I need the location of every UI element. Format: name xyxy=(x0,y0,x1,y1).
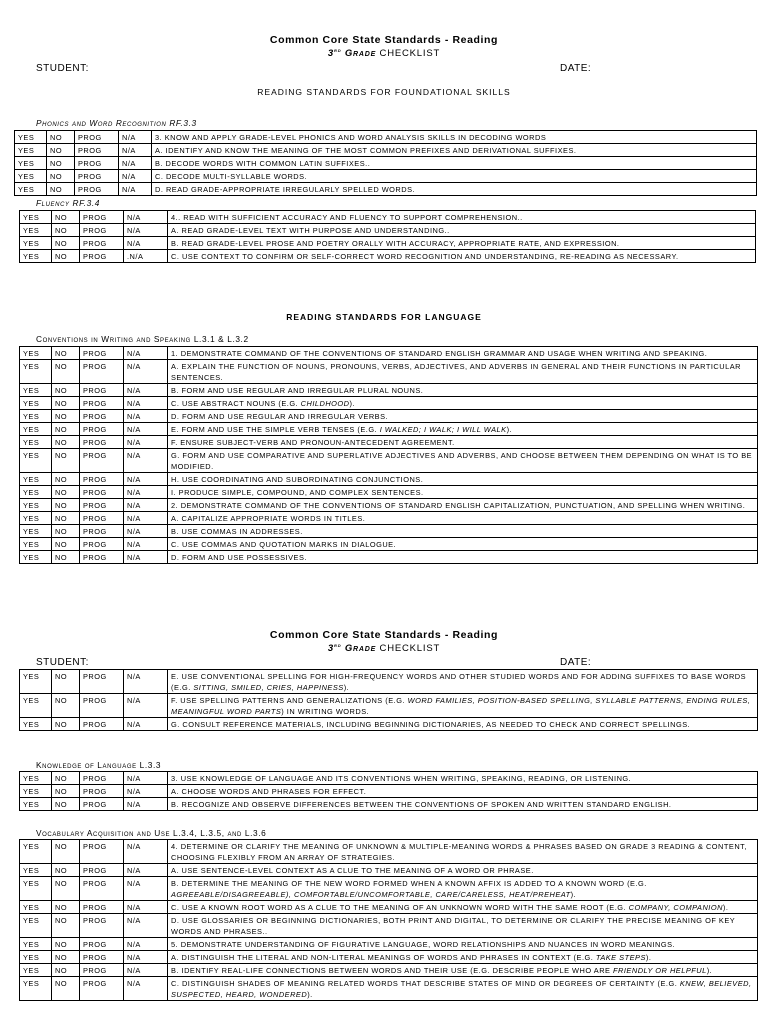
no-option-cell[interactable]: NO xyxy=(52,938,80,951)
na-option-cell[interactable]: .N/A xyxy=(124,250,168,263)
yes-option-cell[interactable]: YES xyxy=(20,877,52,901)
knowledge-checklist-table xyxy=(19,771,758,811)
no-option-cell[interactable]: NO xyxy=(52,486,80,499)
spelling-checklist-table xyxy=(19,669,758,731)
table-row xyxy=(20,473,758,486)
yes-option-cell[interactable]: YES xyxy=(20,785,52,798)
progress-option-cell[interactable]: PROG xyxy=(80,436,124,449)
yes-option-cell[interactable]: YES xyxy=(20,914,52,938)
no-option-cell[interactable]: NO xyxy=(52,473,80,486)
standard-text-cell: 3. KNOW AND APPLY GRADE-LEVEL PHONICS AND WORD ANALYSIS SKILLS IN DECODING WORDS xyxy=(152,131,757,144)
standard-text-cell: A. CAPITALIZE APPROPRIATE WORDS IN TITLES. xyxy=(168,512,758,525)
table-row xyxy=(20,397,758,410)
progress-option-cell[interactable]: PROG xyxy=(80,977,124,1001)
na-option-cell[interactable]: N/A xyxy=(124,473,168,486)
standard-text-cell: B. DECODE WORDS WITH COMMON LATIN SUFFIXES.. xyxy=(152,157,757,170)
na-option-cell[interactable]: N/A xyxy=(124,840,168,864)
yes-option-cell[interactable]: YES xyxy=(20,512,52,525)
yes-option-cell[interactable]: YES xyxy=(20,718,52,731)
na-option-cell[interactable]: N/A xyxy=(124,877,168,901)
yes-option-cell[interactable]: YES xyxy=(20,901,52,914)
standard-text-cell: 4.. READ WITH SUFFICIENT ACCURACY AND FLUENCY TO SUPPORT COMPREHENSION.. xyxy=(168,211,756,224)
date-label-2: DATE: xyxy=(560,657,592,668)
progress-option-cell[interactable]: PROG xyxy=(80,360,124,384)
table-row xyxy=(20,864,758,877)
na-option-cell[interactable]: N/A xyxy=(119,131,152,144)
table-row xyxy=(20,551,758,564)
progress-option-cell[interactable]: PROG xyxy=(80,718,124,731)
na-option-cell[interactable]: N/A xyxy=(124,525,168,538)
standard-text-cell: G. FORM AND USE COMPARATIVE AND SUPERLATIVE ADJECTIVES AND ADVERBS, AND CHOOSE BETWEEN THEM DEPENDING ON WHAT IS TO BE MODIFIED. xyxy=(168,449,758,473)
no-option-cell[interactable]: NO xyxy=(52,410,80,423)
no-option-cell[interactable]: NO xyxy=(52,384,80,397)
table-row xyxy=(20,670,758,694)
progress-option-cell[interactable]: PROG xyxy=(80,670,124,694)
table-row xyxy=(20,798,758,811)
progress-option-cell[interactable]: PROG xyxy=(80,938,124,951)
conventions-checklist-table xyxy=(19,346,758,564)
progress-option-cell[interactable]: PROG xyxy=(80,384,124,397)
yes-option-cell[interactable]: YES xyxy=(20,449,52,473)
na-option-cell[interactable]: N/A xyxy=(124,237,168,250)
no-option-cell[interactable]: NO xyxy=(47,183,75,196)
na-option-cell[interactable]: N/A xyxy=(124,864,168,877)
checklist-word: CHECKLIST xyxy=(379,48,441,60)
no-option-cell[interactable]: NO xyxy=(52,512,80,525)
standard-text-cell: A. IDENTIFY AND KNOW THE MEANING OF THE MOST COMMON PREFIXES AND DERIVATIONAL SUFFIXES. xyxy=(152,144,757,157)
standard-text-cell: C. USE A KNOWN ROOT WORD AS A CLUE TO THE MEANING OF AN UNKNOWN WORD WITH THE SAME ROOT (E.G. COMPANY, COMPANION). xyxy=(168,901,758,914)
table-row xyxy=(20,772,758,785)
no-option-cell[interactable]: NO xyxy=(52,423,80,436)
no-option-cell[interactable]: NO xyxy=(52,237,80,250)
progress-option-cell[interactable]: PROG xyxy=(80,237,124,250)
progress-option-cell[interactable]: PROG xyxy=(80,525,124,538)
no-option-cell[interactable]: NO xyxy=(52,347,80,360)
progress-option-cell[interactable]: PROG xyxy=(80,449,124,473)
table-row xyxy=(20,347,758,360)
na-option-cell[interactable]: N/A xyxy=(124,718,168,731)
standard-text-cell: E. FORM AND USE THE SIMPLE VERB TENSES (E.G. I WALKED; I WALK; I WILL WALK). xyxy=(168,423,758,436)
yes-option-cell[interactable]: YES xyxy=(20,525,52,538)
group-heading-conventions: Conventions in Writing and Speaking L.3.1 & L.3.2 xyxy=(36,334,249,344)
no-option-cell[interactable]: NO xyxy=(47,144,75,157)
yes-option-cell[interactable]: YES xyxy=(20,384,52,397)
no-option-cell[interactable]: NO xyxy=(52,397,80,410)
yes-option-cell[interactable]: YES xyxy=(15,144,47,157)
no-option-cell[interactable]: NO xyxy=(52,250,80,263)
no-option-cell[interactable]: NO xyxy=(52,211,80,224)
progress-option-cell[interactable]: PROG xyxy=(80,486,124,499)
progress-option-cell[interactable]: PROG xyxy=(80,798,124,811)
page-title: Common Core State Standards - Reading xyxy=(269,34,499,46)
grade-subtitle-2 xyxy=(0,643,768,654)
na-option-cell[interactable]: N/A xyxy=(124,410,168,423)
student-label-2: STUDENT: xyxy=(36,657,89,668)
no-option-cell[interactable]: NO xyxy=(52,864,80,877)
no-option-cell[interactable]: NO xyxy=(47,157,75,170)
table-row xyxy=(20,977,758,1001)
table-row xyxy=(20,436,758,449)
table-row xyxy=(20,901,758,914)
standard-text-cell: 1. DEMONSTRATE COMMAND OF THE CONVENTIONS OF STANDARD ENGLISH GRAMMAR AND USAGE WHEN WRITING AND SPEAKING. xyxy=(168,347,758,360)
progress-option-cell[interactable]: PROG xyxy=(80,347,124,360)
no-option-cell[interactable]: NO xyxy=(52,951,80,964)
grade-subtitle xyxy=(0,48,768,59)
yes-option-cell[interactable]: YES xyxy=(20,694,52,718)
standard-text-cell: D. USE GLOSSARIES OR BEGINNING DICTIONARIES, BOTH PRINT AND DIGITAL, TO DETERMINE OR CLARIFY THE PRECISE MEANING OF KEY WORDS AND PHRASES.. xyxy=(168,914,758,938)
yes-option-cell[interactable]: YES xyxy=(20,423,52,436)
na-option-cell[interactable]: N/A xyxy=(124,901,168,914)
standard-text-cell: D. FORM AND USE POSSESSIVES. xyxy=(168,551,758,564)
standard-text-cell: 4. DETERMINE OR CLARIFY THE MEANING OF UNKNOWN & MULTIPLE-MEANING WORDS & PHRASES BASED ON GRADE 3 READING & CONTENT, CHOOSING FLEXIBLY FROM AN ARRAY OF STRATEGIES. xyxy=(168,840,758,864)
na-option-cell[interactable]: N/A xyxy=(124,397,168,410)
yes-option-cell[interactable]: YES xyxy=(15,170,47,183)
no-option-cell[interactable]: NO xyxy=(52,877,80,901)
group-heading-fluency: Fluency RF.3.4 xyxy=(36,198,100,208)
na-option-cell[interactable]: N/A xyxy=(124,798,168,811)
standard-text-cell: F. ENSURE SUBJECT-VERB AND PRONOUN-ANTECEDENT AGREEMENT. xyxy=(168,436,758,449)
table-row xyxy=(20,486,758,499)
progress-option-cell[interactable]: PROG xyxy=(75,157,119,170)
standard-text-cell: E. USE CONVENTIONAL SPELLING FOR HIGH-FREQUENCY WORDS AND OTHER STUDIED WORDS AND FOR ADDING SUFFIXES TO BASE WORDS (E.G. SITTING, SMILED, CRIES, HAPPINESS). xyxy=(168,670,758,694)
standard-text-cell: A. READ GRADE-LEVEL TEXT WITH PURPOSE AND UNDERSTANDING.. xyxy=(168,224,756,237)
progress-option-cell[interactable]: PROG xyxy=(80,397,124,410)
no-option-cell[interactable]: NO xyxy=(47,170,75,183)
table-row xyxy=(20,384,758,397)
progress-option-cell[interactable]: PROG xyxy=(80,964,124,977)
yes-option-cell[interactable]: YES xyxy=(20,410,52,423)
no-option-cell[interactable]: NO xyxy=(52,785,80,798)
yes-option-cell[interactable]: YES xyxy=(20,840,52,864)
yes-option-cell[interactable]: YES xyxy=(20,798,52,811)
no-option-cell[interactable]: NO xyxy=(47,131,75,144)
table-row xyxy=(15,183,757,196)
na-option-cell[interactable]: N/A xyxy=(124,224,168,237)
standard-text-cell: I. PRODUCE SIMPLE, COMPOUND, AND COMPLEX SENTENCES. xyxy=(168,486,758,499)
no-option-cell[interactable]: NO xyxy=(52,694,80,718)
na-option-cell[interactable]: N/A xyxy=(124,423,168,436)
grade-number-2: 3 xyxy=(327,643,335,655)
na-option-cell[interactable]: N/A xyxy=(124,538,168,551)
group-heading-vocabulary: Vocabulary Acquisition and Use L.3.4, L.3.5, and L.3.6 xyxy=(36,828,267,838)
yes-option-cell[interactable]: YES xyxy=(15,157,47,170)
no-option-cell[interactable]: NO xyxy=(52,670,80,694)
section-heading-foundational: READING STANDARDS FOR FOUNDATIONAL SKILLS xyxy=(257,87,511,97)
phonics-checklist-table xyxy=(14,130,757,196)
progress-option-cell[interactable]: PROG xyxy=(80,864,124,877)
standard-text-cell: H. USE COORDINATING AND SUBORDINATING CONJUNCTIONS. xyxy=(168,473,758,486)
yes-option-cell[interactable]: YES xyxy=(20,772,52,785)
yes-option-cell[interactable]: YES xyxy=(20,211,52,224)
no-option-cell[interactable]: NO xyxy=(52,964,80,977)
yes-option-cell[interactable]: YES xyxy=(20,473,52,486)
no-option-cell[interactable]: NO xyxy=(52,840,80,864)
no-option-cell[interactable]: NO xyxy=(52,360,80,384)
na-option-cell[interactable]: N/A xyxy=(124,977,168,1001)
table-row xyxy=(20,211,756,224)
no-option-cell[interactable]: NO xyxy=(52,224,80,237)
no-option-cell[interactable]: NO xyxy=(52,914,80,938)
yes-option-cell[interactable]: YES xyxy=(20,538,52,551)
yes-option-cell[interactable]: YES xyxy=(20,486,52,499)
table-row xyxy=(20,449,758,473)
na-option-cell[interactable]: N/A xyxy=(124,670,168,694)
progress-option-cell[interactable]: PROG xyxy=(80,423,124,436)
na-option-cell[interactable]: N/A xyxy=(124,512,168,525)
na-option-cell[interactable]: N/A xyxy=(124,449,168,473)
na-option-cell[interactable]: N/A xyxy=(119,157,152,170)
progress-option-cell[interactable]: PROG xyxy=(80,250,124,263)
progress-option-cell[interactable]: PROG xyxy=(75,144,119,157)
table-row xyxy=(20,499,758,512)
no-option-cell[interactable]: NO xyxy=(52,538,80,551)
standard-text-cell: A. CHOOSE WORDS AND PHRASES FOR EFFECT. xyxy=(168,785,758,798)
progress-option-cell[interactable]: PROG xyxy=(80,410,124,423)
standard-text-cell: A. DISTINGUISH THE LITERAL AND NON-LITERAL MEANINGS OF WORDS AND PHRASES IN CONTEXT (E.G. TAKE STEPS). xyxy=(168,951,758,964)
table-row xyxy=(20,250,756,263)
no-option-cell[interactable]: NO xyxy=(52,551,80,564)
grade-word: Grade xyxy=(344,48,377,60)
no-option-cell[interactable]: NO xyxy=(52,977,80,1001)
progress-option-cell[interactable]: PROG xyxy=(80,211,124,224)
standard-text-cell: D. READ GRADE-APPROPRIATE IRREGULARLY SPELLED WORDS. xyxy=(152,183,757,196)
na-option-cell[interactable]: N/A xyxy=(124,436,168,449)
standard-text-cell: D. FORM AND USE REGULAR AND IRREGULAR VERBS. xyxy=(168,410,758,423)
standard-text-cell: B. DETERMINE THE MEANING OF THE NEW WORD FORMED WHEN A KNOWN AFFIX IS ADDED TO A KNOWN WORD (E.G. AGREEABLE/DISAGREEABLE), COMFORTABLE/UNCOMFORTABLE, CARE/CARELESS, HEAT/PREHEAT). xyxy=(168,877,758,901)
yes-option-cell[interactable]: YES xyxy=(20,938,52,951)
progress-option-cell[interactable]: PROG xyxy=(80,551,124,564)
table-row xyxy=(20,951,758,964)
progress-option-cell[interactable]: PROG xyxy=(80,914,124,938)
standard-text-cell: B. FORM AND USE REGULAR AND IRREGULAR PLURAL NOUNS. xyxy=(168,384,758,397)
standard-text-cell: B. RECOGNIZE AND OBSERVE DIFFERENCES BETWEEN THE CONVENTIONS OF SPOKEN AND WRITTEN STANDARD ENGLISH. xyxy=(168,798,758,811)
na-option-cell[interactable]: N/A xyxy=(124,938,168,951)
table-row xyxy=(20,423,758,436)
na-option-cell[interactable]: N/A xyxy=(119,170,152,183)
progress-option-cell[interactable]: PROG xyxy=(80,901,124,914)
progress-option-cell[interactable]: PROG xyxy=(80,877,124,901)
table-row xyxy=(15,131,757,144)
standard-text-cell: C. DECODE MULTI-SYLLABLE WORDS. xyxy=(152,170,757,183)
table-row xyxy=(20,538,758,551)
na-option-cell[interactable]: N/A xyxy=(124,694,168,718)
na-option-cell[interactable]: N/A xyxy=(124,486,168,499)
standard-text-cell: C. USE CONTEXT TO CONFIRM OR SELF-CORRECT WORD RECOGNITION AND UNDERSTANDING, RE-READING AS NECESSARY. xyxy=(168,250,756,263)
yes-option-cell[interactable]: YES xyxy=(20,499,52,512)
table-row xyxy=(20,224,756,237)
table-row xyxy=(20,964,758,977)
standard-text-cell: B. IDENTIFY REAL-LIFE CONNECTIONS BETWEEN WORDS AND THEIR USE (E.G. DESCRIBE PEOPLE WHO ARE FRIENDLY OR HELPFUL). xyxy=(168,964,758,977)
progress-option-cell[interactable]: PROG xyxy=(80,512,124,525)
progress-option-cell[interactable]: PROG xyxy=(80,694,124,718)
table-row xyxy=(15,170,757,183)
yes-option-cell[interactable]: YES xyxy=(20,977,52,1001)
vocabulary-checklist-table xyxy=(19,839,758,1001)
table-row xyxy=(20,718,758,731)
na-option-cell[interactable]: N/A xyxy=(119,183,152,196)
standard-text-cell: 3. USE KNOWLEDGE OF LANGUAGE AND ITS CONVENTIONS WHEN WRITING, SPEAKING, READING, OR LISTENING. xyxy=(168,772,758,785)
progress-option-cell[interactable]: PROG xyxy=(80,224,124,237)
progress-option-cell[interactable]: PROG xyxy=(80,772,124,785)
checklist-word-2: CHECKLIST xyxy=(379,643,441,655)
yes-option-cell[interactable]: YES xyxy=(20,250,52,263)
na-option-cell[interactable]: N/A xyxy=(124,785,168,798)
table-row xyxy=(20,410,758,423)
na-option-cell[interactable]: N/A xyxy=(124,384,168,397)
yes-option-cell[interactable]: YES xyxy=(20,360,52,384)
progress-option-cell[interactable]: PROG xyxy=(75,170,119,183)
progress-option-cell[interactable]: PROG xyxy=(80,785,124,798)
standard-text-cell: A. USE SENTENCE-LEVEL CONTEXT AS A CLUE TO THE MEANING OF A WORD OR PHRASE. xyxy=(168,864,758,877)
progress-option-cell[interactable]: PROG xyxy=(80,499,124,512)
grade-number: 3 xyxy=(327,48,335,60)
grade-word-2: Grade xyxy=(344,643,377,655)
na-option-cell[interactable]: N/A xyxy=(124,551,168,564)
na-option-cell[interactable]: N/A xyxy=(124,360,168,384)
table-row xyxy=(15,157,757,170)
table-row xyxy=(20,360,758,384)
na-option-cell[interactable]: N/A xyxy=(124,211,168,224)
standard-text-cell: 2. DEMONSTRATE COMMAND OF THE CONVENTIONS OF STANDARD ENGLISH CAPITALIZATION, PUNCTUATION, AND SPELLING WHEN WRITING. xyxy=(168,499,758,512)
yes-option-cell[interactable]: YES xyxy=(20,397,52,410)
na-option-cell[interactable]: N/A xyxy=(124,914,168,938)
table-row xyxy=(20,938,758,951)
standard-text-cell: B. USE COMMAS IN ADDRESSES. xyxy=(168,525,758,538)
table-row xyxy=(20,694,758,718)
no-option-cell[interactable]: NO xyxy=(52,436,80,449)
na-option-cell[interactable]: N/A xyxy=(119,144,152,157)
yes-option-cell[interactable]: YES xyxy=(15,183,47,196)
table-row xyxy=(20,840,758,864)
standard-text-cell: B. READ GRADE-LEVEL PROSE AND POETRY ORALLY WITH ACCURACY, APPROPRIATE RATE, AND EXPRESSION. xyxy=(168,237,756,250)
page-title-2: Common Core State Standards - Reading xyxy=(269,629,499,641)
standard-text-cell: C. DISTINGUISH SHADES OF MEANING RELATED WORDS THAT DESCRIBE STATES OF MIND OR DEGREES OF CERTAINTY (E.G. KNEW, BELIEVED, SUSPECTED, HEARD, WONDERED). xyxy=(168,977,758,1001)
progress-option-cell[interactable]: PROG xyxy=(80,840,124,864)
no-option-cell[interactable]: NO xyxy=(52,499,80,512)
table-row xyxy=(15,144,757,157)
progress-option-cell[interactable]: PROG xyxy=(75,183,119,196)
standard-text-cell: C. USE ABSTRACT NOUNS (E.G. CHILDHOOD). xyxy=(168,397,758,410)
table-row xyxy=(20,914,758,938)
yes-option-cell[interactable]: YES xyxy=(20,964,52,977)
table-row xyxy=(20,237,756,250)
yes-option-cell[interactable]: YES xyxy=(20,551,52,564)
na-option-cell[interactable]: N/A xyxy=(124,964,168,977)
student-label: STUDENT: xyxy=(36,63,89,74)
standard-text-cell: A. EXPLAIN THE FUNCTION OF NOUNS, PRONOUNS, VERBS, ADJECTIVES, AND ADVERBS IN GENERAL AND THEIR FUNCTIONS IN PARTICULAR SENTENCES. xyxy=(168,360,758,384)
yes-option-cell[interactable]: YES xyxy=(20,951,52,964)
yes-option-cell[interactable]: YES xyxy=(15,131,47,144)
na-option-cell[interactable]: N/A xyxy=(124,772,168,785)
standard-text-cell: C. USE COMMAS AND QUOTATION MARKS IN DIALOGUE. xyxy=(168,538,758,551)
standard-text-cell: G. CONSULT REFERENCE MATERIALS, INCLUDING BEGINNING DICTIONARIES, AS NEEDED TO CHECK AND CORRECT SPELLINGS. xyxy=(168,718,758,731)
standard-text-cell: F. USE SPELLING PATTERNS AND GENERALIZATIONS (E.G. WORD FAMILIES, POSITION-BASED SPELLING, SYLLABLE PATTERNS, ENDING RULES, MEANINGFUL WORD PARTS) IN WRITING WORDS. xyxy=(168,694,758,718)
standard-text-cell: 5. DEMONSTRATE UNDERSTANDING OF FIGURATIVE LANGUAGE, WORD RELATIONSHIPS AND NUANCES IN WORD MEANINGS. xyxy=(168,938,758,951)
yes-option-cell[interactable]: YES xyxy=(20,864,52,877)
yes-option-cell[interactable]: YES xyxy=(20,347,52,360)
progress-option-cell[interactable]: PROG xyxy=(75,131,119,144)
progress-option-cell[interactable]: PROG xyxy=(80,538,124,551)
na-option-cell[interactable]: N/A xyxy=(124,951,168,964)
group-heading-knowledge: Knowledge of Language L.3.3 xyxy=(36,760,162,770)
group-heading-phonics: Phonics and Word Recognition RF.3.3 xyxy=(36,118,197,128)
table-row xyxy=(20,877,758,901)
no-option-cell[interactable]: NO xyxy=(52,449,80,473)
table-row xyxy=(20,525,758,538)
progress-option-cell[interactable]: PROG xyxy=(80,473,124,486)
table-row xyxy=(20,785,758,798)
table-row xyxy=(20,512,758,525)
no-option-cell[interactable]: NO xyxy=(52,798,80,811)
grade-superscript: rd xyxy=(334,48,342,54)
fluency-checklist-table xyxy=(19,210,756,263)
no-option-cell[interactable]: NO xyxy=(52,901,80,914)
yes-option-cell[interactable]: YES xyxy=(20,670,52,694)
no-option-cell[interactable]: NO xyxy=(52,525,80,538)
grade-superscript-2: rd xyxy=(334,643,342,649)
yes-option-cell[interactable]: YES xyxy=(20,237,52,250)
progress-option-cell[interactable]: PROG xyxy=(80,951,124,964)
na-option-cell[interactable]: N/A xyxy=(124,347,168,360)
no-option-cell[interactable]: NO xyxy=(52,718,80,731)
no-option-cell[interactable]: NO xyxy=(52,772,80,785)
section-heading-language: READING STANDARDS FOR LANGUAGE xyxy=(286,312,482,322)
na-option-cell[interactable]: N/A xyxy=(124,499,168,512)
yes-option-cell[interactable]: YES xyxy=(20,436,52,449)
date-label: DATE: xyxy=(560,63,592,74)
yes-option-cell[interactable]: YES xyxy=(20,224,52,237)
